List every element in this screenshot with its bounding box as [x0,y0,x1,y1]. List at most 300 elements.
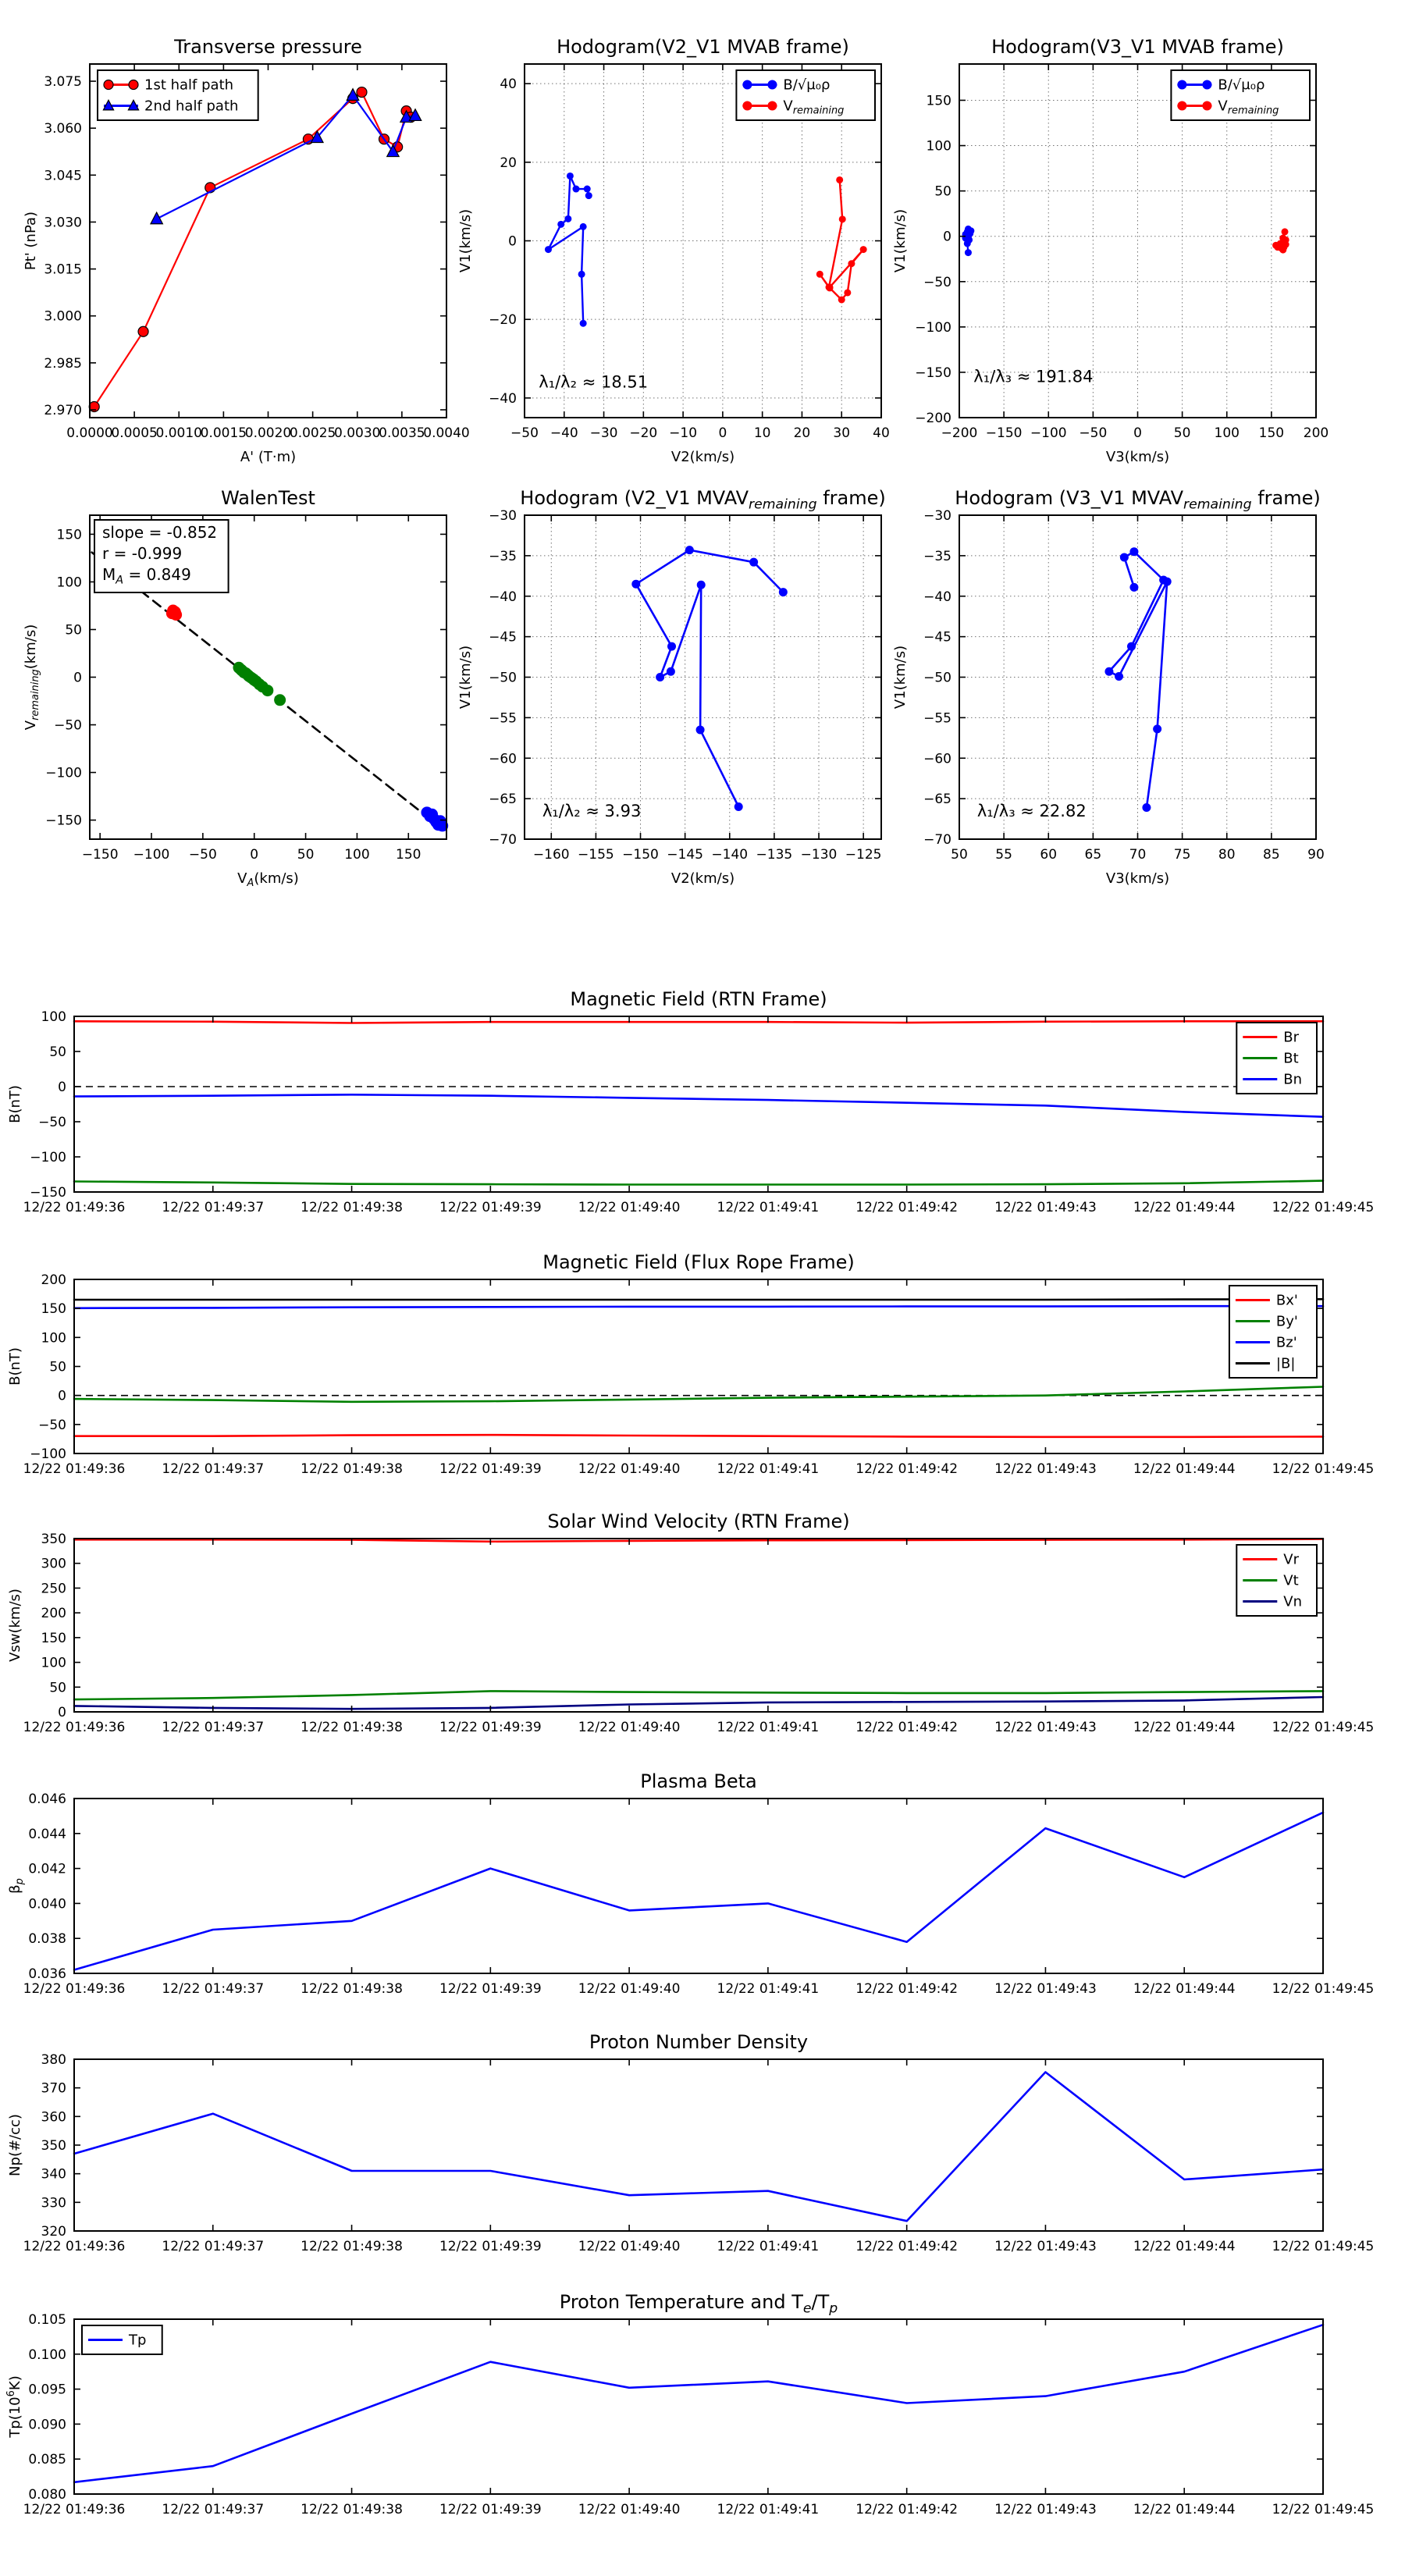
axes-frame [74,1539,1323,1712]
svg-text:80: 80 [1218,847,1236,863]
axes-frame [525,515,881,839]
series-np [74,2073,1323,2222]
svg-text:370: 370 [41,2080,66,2097]
svg-text:Bx': Bx' [1275,1292,1298,1309]
y-axis [30,1272,1323,1462]
stats-box [94,520,229,592]
svg-text:100: 100 [1214,425,1240,441]
series-1st-half-path [89,87,416,412]
legend [1171,70,1310,120]
annotation: λ₁/λ₃ ≈ 22.82 [976,801,1087,820]
svg-text:0.0030: 0.0030 [334,425,381,441]
svg-text:90: 90 [1307,847,1325,863]
chart-title: Hodogram (V3_V1 $MVAV_{remaining}$ frame) [955,487,1321,513]
svg-text:12/22 01:49:37: 12/22 01:49:37 [162,2239,265,2254]
y-axis [41,2052,1323,2240]
svg-text:200: 200 [1303,425,1329,441]
svg-text:0.105: 0.105 [28,2312,66,2328]
svg-text:−100: −100 [30,1446,66,1462]
svg-text:50: 50 [1173,425,1191,441]
svg-text:−10: −10 [669,425,698,441]
x-axis-label: V3(km/s) [1105,449,1170,465]
chart-hodogram-v2v1-mvav [457,487,886,887]
svg-text:12/22 01:49:39: 12/22 01:49:39 [439,1461,542,1477]
svg-text:0: 0 [58,1080,66,1095]
svg-text:−150: −150 [985,425,1023,441]
svg-text:60: 60 [1040,847,1058,863]
chart-hodogram-v3v1-mvav [892,487,1325,887]
svg-text:12/22 01:49:36: 12/22 01:49:36 [23,2502,126,2517]
svg-text:12/22 01:49:44: 12/22 01:49:44 [1133,1981,1236,1997]
svg-text:−100: −100 [1030,425,1067,441]
chart-title: Proton Temperature and $T_e/T_p$ [559,2291,838,2317]
svg-text:12/22 01:49:39: 12/22 01:49:39 [439,2502,542,2517]
svg-text:−70: −70 [923,832,951,848]
svg-text:12/22 01:49:45: 12/22 01:49:45 [1272,2239,1375,2254]
svg-text:2.985: 2.985 [44,355,82,372]
svg-text:12/22 01:49:41: 12/22 01:49:41 [717,1200,820,1215]
svg-text:12/22 01:49:41: 12/22 01:49:41 [717,2239,820,2254]
y-axis-label: $V_{remaining}(km/s)$ [23,624,41,731]
svg-text:50: 50 [951,847,968,863]
svg-text:−40: −40 [489,589,517,605]
svg-text:12/22 01:49:38: 12/22 01:49:38 [301,2239,403,2254]
svg-text:55: 55 [995,847,1012,863]
grid [525,515,881,839]
svg-text:0.036: 0.036 [28,1966,66,1982]
svg-text:20: 20 [793,425,811,441]
svg-text:40: 40 [873,425,890,441]
svg-text:12/22 01:49:40: 12/22 01:49:40 [578,2502,681,2517]
svg-text:40: 40 [500,76,517,93]
y-axis-label: V1(km/s) [457,208,474,273]
svg-text:−50: −50 [1079,425,1108,441]
svg-text:12/22 01:49:37: 12/22 01:49:37 [162,1461,265,1477]
series-bn [74,1094,1323,1116]
svg-text:Vremaining: $V_{remaining}$ [783,98,845,117]
svg-text:300: 300 [41,1556,66,1572]
svg-text:−40: −40 [923,589,951,605]
svg-text:12/22 01:49:45: 12/22 01:49:45 [1272,1981,1375,1997]
svg-text:12/22 01:49:41: 12/22 01:49:41 [717,1461,820,1477]
svg-text:−100: −100 [30,1150,66,1165]
svg-text:12/22 01:49:38: 12/22 01:49:38 [301,1720,403,1735]
svg-text:0.095: 0.095 [28,2382,66,2398]
svg-text:12/22 01:49:37: 12/22 01:49:37 [162,1981,265,1997]
svg-text:200: 200 [41,1272,66,1288]
svg-text:−20: −20 [629,425,658,441]
svg-text:−55: −55 [489,710,517,727]
svg-text:3.060: 3.060 [44,121,82,137]
svg-text:−135: −135 [756,847,793,863]
svg-text:330: 330 [41,2195,66,2211]
x-axis [23,1799,1375,1997]
svg-text:−140: −140 [711,847,749,863]
svg-text:12/22 01:49:40: 12/22 01:49:40 [578,1200,681,1215]
svg-text:100: 100 [41,1655,66,1671]
svg-text:−50: −50 [923,274,951,290]
chart-plasma-beta [7,1770,1374,1997]
legend [1229,1286,1317,1378]
svg-text:340: 340 [41,2166,66,2183]
series-bx' [74,1435,1323,1437]
svg-text:12/22 01:49:40: 12/22 01:49:40 [578,1981,681,1997]
svg-text:−50: −50 [923,670,951,686]
svg-text:350: 350 [41,2138,66,2154]
svg-text:20: 20 [500,155,517,171]
svg-text:−200: −200 [915,411,951,426]
x-axis-label: V2(km/s) [670,449,735,465]
svg-text:−50: −50 [54,717,82,734]
svg-text:−150: −150 [30,1185,66,1201]
svg-text:12/22 01:49:43: 12/22 01:49:43 [994,1200,1097,1215]
svg-text:−155: −155 [578,847,614,863]
svg-text:−150: −150 [45,813,82,829]
svg-text:3.045: 3.045 [44,168,82,184]
svg-text:2nd half path: 2nd half path [144,98,239,115]
svg-text:12/22 01:49:44: 12/22 01:49:44 [1133,1200,1236,1215]
svg-text:0.0040: 0.0040 [423,425,470,441]
chart-title: Solar Wind Velocity (RTN Frame) [547,1510,850,1532]
series-bz' [74,1306,1323,1308]
svg-text:0.044: 0.044 [28,1826,66,1842]
svg-text:−35: −35 [489,548,517,564]
svg-text:12/22 01:49:38: 12/22 01:49:38 [301,1981,403,1997]
legend [1236,1023,1317,1094]
svg-text:150: 150 [926,93,951,109]
svg-text:12/22 01:49:39: 12/22 01:49:39 [439,1720,542,1735]
svg-text:−50: −50 [38,1115,66,1130]
svg-text:12/22 01:49:37: 12/22 01:49:37 [162,2502,265,2517]
svg-text:150: 150 [396,847,422,863]
svg-text:−150: −150 [622,847,659,863]
svg-text:0.042: 0.042 [28,1861,66,1877]
axes-frame [74,1799,1323,1973]
svg-text:0.0020: 0.0020 [244,425,292,441]
svg-text:0.038: 0.038 [28,1931,66,1948]
svg-text:12/22 01:49:36: 12/22 01:49:36 [23,1720,126,1735]
svg-text:12/22 01:49:42: 12/22 01:49:42 [855,1981,959,1997]
svg-text:380: 380 [41,2052,66,2068]
svg-text:12/22 01:49:42: 12/22 01:49:42 [855,2502,959,2517]
svg-text:12/22 01:49:40: 12/22 01:49:40 [578,1461,681,1477]
series-br [74,1021,1323,1023]
axes-frame [74,1016,1323,1192]
svg-text:−60: −60 [489,751,517,767]
y-axis-label: Np(#/cc) [7,2114,23,2176]
svg-text:−50: −50 [510,425,539,441]
svg-text:12/22 01:49:43: 12/22 01:49:43 [994,1981,1097,1997]
svg-text:12/22 01:49:41: 12/22 01:49:41 [717,1981,820,1997]
svg-text:150: 150 [56,527,82,543]
y-axis [44,74,446,418]
chart-hodogram-v3v1-mvab [892,36,1329,465]
series-vt [74,1691,1323,1699]
svg-text:−50: −50 [38,1417,66,1433]
y-axis-label: $Tp(10^6K)$ [5,2375,23,2438]
svg-text:65: 65 [1084,847,1102,863]
y-axis [489,76,881,407]
svg-text:−60: −60 [923,751,951,767]
series-1st-half [166,605,182,621]
svg-text:100: 100 [344,847,370,863]
svg-text:12/22 01:49:43: 12/22 01:49:43 [994,2239,1097,2254]
svg-text:Bt: Bt [1283,1050,1299,1067]
chart-title: Plasma Beta [640,1770,757,1792]
svg-text:−125: −125 [845,847,882,863]
x-axis [23,2319,1375,2517]
svg-text:12/22 01:49:45: 12/22 01:49:45 [1272,1461,1375,1477]
svg-text:−40: −40 [489,390,517,407]
svg-text:12/22 01:49:40: 12/22 01:49:40 [578,1720,681,1735]
svg-text:12/22 01:49:36: 12/22 01:49:36 [23,1200,126,1215]
series-vn [74,1697,1323,1709]
svg-text:−200: −200 [941,425,978,441]
svg-text:−100: −100 [45,765,82,781]
annotation: λ₁/λ₂ ≈ 18.51 [539,372,649,392]
svg-text:−150: −150 [81,847,119,863]
svg-text:12/22 01:49:42: 12/22 01:49:42 [855,1461,959,1477]
series-2nd-half [421,806,448,831]
y-axis [28,1791,1323,1982]
svg-text:75: 75 [1173,847,1191,863]
svg-text:85: 85 [1263,847,1280,863]
svg-text:Vr: Vr [1283,1551,1299,1568]
svg-text:12/22 01:49:44: 12/22 01:49:44 [1133,1720,1236,1735]
svg-text:150: 150 [41,1630,66,1646]
svg-text:0.046: 0.046 [28,1791,66,1807]
series-middle [233,662,286,706]
chart-transverse-pressure [23,36,470,465]
chart-title: WalenTest [221,487,315,509]
axes-frame [74,2319,1323,2494]
svg-text:12/22 01:49:39: 12/22 01:49:39 [439,1200,542,1215]
svg-text:12/22 01:49:42: 12/22 01:49:42 [855,2239,959,2254]
svg-text:−30: −30 [923,508,951,524]
svg-text:0: 0 [943,229,951,245]
svg-text:12/22 01:49:44: 12/22 01:49:44 [1133,2239,1236,2254]
svg-text:−30: −30 [489,508,517,524]
svg-text:−100: −100 [915,319,951,336]
svg-text:360: 360 [41,2109,66,2126]
svg-text:3.015: 3.015 [44,262,82,278]
series-bt [74,1181,1323,1185]
svg-text:0.090: 0.090 [28,2417,66,2433]
legend [82,2325,162,2354]
svg-text:100: 100 [926,138,951,155]
svg-text:slope = -0.852: slope = -0.852 [102,523,218,542]
series-v-path [1104,547,1171,812]
legend [736,70,875,120]
series-beta-p [74,1813,1323,1970]
svg-text:0: 0 [1133,425,1142,441]
y-axis-label: Pt' (nPa) [23,211,39,271]
series-b-sqrt-mu0-rho- [545,173,592,327]
svg-text:12/22 01:49:38: 12/22 01:49:38 [301,2502,403,2517]
svg-text:30: 30 [833,425,851,441]
svg-text:Tp: Tp [129,2332,147,2349]
series-v-remaining [1272,228,1289,253]
svg-text:−65: −65 [489,792,517,808]
svg-text:0.080: 0.080 [28,2487,66,2503]
svg-text:3.030: 3.030 [44,215,82,231]
svg-text:350: 350 [41,1532,66,1547]
chart-proton-density [7,2031,1374,2254]
svg-text:0.100: 0.100 [28,2347,66,2363]
y-axis-label: B(nT) [7,1085,23,1123]
svg-text:12/22 01:49:45: 12/22 01:49:45 [1272,1200,1375,1215]
svg-text:12/22 01:49:39: 12/22 01:49:39 [439,2239,542,2254]
svg-text:50: 50 [297,847,315,863]
x-axis-label: V2(km/s) [670,870,735,887]
legend [98,70,258,120]
x-axis-label: $V_A(km/s)$ [237,870,299,889]
svg-text:2.970: 2.970 [44,402,82,418]
svg-text:0: 0 [508,233,517,250]
chart-title: Transverse pressure [174,36,362,58]
svg-text:12/22 01:49:41: 12/22 01:49:41 [717,2502,820,2517]
svg-text:−50: −50 [489,670,517,686]
x-axis [23,1539,1375,1735]
chart-b-rtn [7,988,1374,1215]
svg-text:12/22 01:49:45: 12/22 01:49:45 [1272,1720,1375,1735]
svg-text:−40: −40 [550,425,578,441]
svg-text:By': By' [1275,1313,1298,1330]
svg-text:Br: Br [1283,1029,1300,1046]
svg-text:200: 200 [41,1606,66,1622]
svg-text:12/22 01:49:44: 12/22 01:49:44 [1133,1461,1236,1477]
grid [959,515,1316,839]
legend [1236,1545,1317,1616]
svg-text:−35: −35 [923,548,951,564]
svg-text:0.0035: 0.0035 [379,425,425,441]
chart-title: Hodogram(V3_V1 MVAB frame) [991,36,1284,58]
y-axis-label: B(nT) [7,1347,23,1386]
svg-text:0.0015: 0.0015 [200,425,247,441]
svg-text:12/22 01:49:37: 12/22 01:49:37 [162,1720,265,1735]
svg-text:0: 0 [58,1705,66,1720]
y-axis-label: V1(km/s) [892,208,909,273]
y-axis-label: Vsw(km/s) [7,1589,23,1662]
chart-title: Magnetic Field (Flux Rope Frame) [542,1251,855,1273]
svg-text:12/22 01:49:37: 12/22 01:49:37 [162,1200,265,1215]
chart-proton-temperature [5,2291,1374,2517]
series-vr [74,1539,1323,1542]
svg-text:r = -0.999: r = -0.999 [102,544,183,563]
series-|b| [74,1299,1323,1300]
svg-text:12/22 01:49:43: 12/22 01:49:43 [994,1720,1097,1735]
chart-vsw-rtn [7,1510,1374,1735]
svg-text:−65: −65 [923,792,951,808]
x-axis-label: A' (T·m) [240,449,297,465]
svg-text:12/22 01:49:45: 12/22 01:49:45 [1272,2502,1375,2517]
svg-text:12/22 01:49:40: 12/22 01:49:40 [578,2239,681,2254]
svg-text:70: 70 [1129,847,1147,863]
series-by' [74,1387,1323,1402]
y-axis [28,2312,1323,2503]
series-v-path [631,546,788,811]
svg-text:10: 10 [753,425,771,441]
svg-text:0.0000: 0.0000 [66,425,113,441]
svg-text:12/22 01:49:38: 12/22 01:49:38 [301,1200,403,1215]
svg-text:0: 0 [73,670,82,686]
svg-text:50: 50 [934,183,951,200]
svg-text:0: 0 [250,847,259,863]
chart-walen-test [23,487,448,889]
svg-text:Bz': Bz' [1275,1334,1297,1351]
svg-text:−130: −130 [800,847,838,863]
svg-text:B/√μ₀ρ: B/√μ₀ρ [1218,76,1265,94]
svg-text:50: 50 [49,1680,66,1696]
svg-text:250: 250 [41,1581,66,1597]
svg-text:−55: −55 [923,710,951,727]
svg-text:150: 150 [1258,425,1285,441]
svg-text:1st half path: 1st half path [144,76,234,94]
svg-text:−45: −45 [489,629,517,646]
svg-text:3.075: 3.075 [44,74,82,91]
svg-text:12/22 01:49:36: 12/22 01:49:36 [23,1981,126,1997]
svg-text:150: 150 [41,1301,66,1318]
svg-text:Vn: Vn [1283,1593,1303,1610]
svg-text:−160: −160 [532,847,570,863]
svg-text:−30: −30 [589,425,618,441]
svg-text:|B|: |B| [1275,1355,1296,1372]
svg-text:100: 100 [41,1009,66,1025]
svg-text:−100: −100 [133,847,170,863]
y-axis-label: V1(km/s) [892,645,909,710]
svg-text:−50: −50 [188,847,217,863]
svg-text:12/22 01:49:44: 12/22 01:49:44 [1133,2502,1236,2517]
series-tp [74,2325,1323,2482]
svg-text:100: 100 [41,1330,66,1347]
svg-text:50: 50 [49,1044,66,1060]
svg-text:12/22 01:49:42: 12/22 01:49:42 [855,1720,959,1735]
svg-text:Vt: Vt [1283,1572,1299,1589]
svg-text:−20: −20 [489,312,517,329]
svg-text:−45: −45 [923,629,951,646]
svg-text:50: 50 [49,1359,66,1375]
svg-text:0: 0 [58,1388,66,1404]
svg-text:0.085: 0.085 [28,2452,66,2468]
svg-text:B/√μ₀ρ: B/√μ₀ρ [783,76,831,94]
axes-frame [959,515,1316,839]
svg-text:−70: −70 [489,832,517,848]
series-b-sqrt-mu0-rho- [962,226,974,256]
svg-text:50: 50 [65,622,82,639]
svg-text:12/22 01:49:39: 12/22 01:49:39 [439,1981,542,1997]
svg-text:12/22 01:49:43: 12/22 01:49:43 [994,1461,1097,1477]
chart-b-flux-rope [7,1251,1374,1477]
chart-title: Hodogram (V2_V1 $MVAV_{remaining}$ frame) [520,487,886,513]
svg-text:12/22 01:49:38: 12/22 01:49:38 [301,1461,403,1477]
svg-text:12/22 01:49:36: 12/22 01:49:36 [23,1461,126,1477]
svg-text:0.0010: 0.0010 [155,425,202,441]
svg-text:0.0025: 0.0025 [289,425,336,441]
svg-text:−150: −150 [915,365,951,381]
svg-text:12/22 01:49:42: 12/22 01:49:42 [855,1200,959,1215]
svg-text:−145: −145 [667,847,704,863]
annotation: λ₁/λ₂ ≈ 3.93 [542,801,642,820]
annotation: λ₁/λ₃ ≈ 191.84 [973,367,1094,386]
axes-frame [74,2059,1323,2231]
svg-text:320: 320 [41,2224,66,2240]
svg-text:12/22 01:49:41: 12/22 01:49:41 [717,1720,820,1735]
svg-text:12/22 01:49:43: 12/22 01:49:43 [994,2502,1097,2517]
y-axis-label: $\beta_p$ [7,1878,26,1894]
chart-title: Proton Number Density [589,2031,809,2053]
x-axis [23,1279,1375,1477]
x-axis [23,2059,1375,2254]
